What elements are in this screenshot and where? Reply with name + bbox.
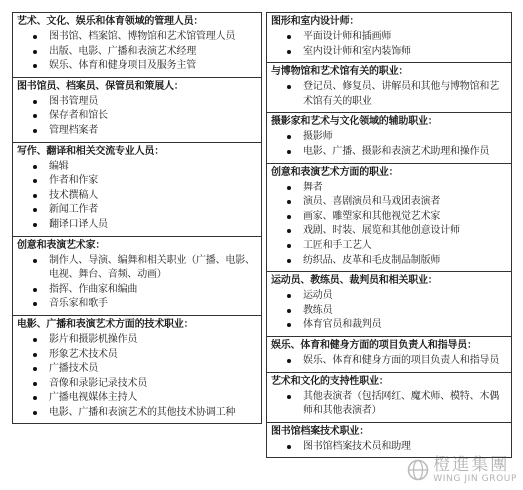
occupation-item [287, 304, 507, 319]
occupation-item [287, 45, 507, 60]
occupation-label: 音乐家和歌手 [49, 298, 108, 310]
category-box [266, 112, 512, 163]
occupation-item [33, 124, 257, 139]
occupation-label: 技术撰稿人 [49, 189, 98, 201]
occupation-item [33, 377, 257, 392]
occupation-label: 摄影师 [303, 131, 333, 143]
occupation-label: 娱乐、体育和健身项目及服务主管 [49, 60, 196, 72]
occupation-list [271, 130, 507, 159]
watermark-en: WING JIN GROUP [433, 474, 517, 484]
occupation-label: 体育官员和裁判员 [303, 319, 382, 331]
category-title: 写作、翻译和相关交流专业人员： [17, 145, 164, 157]
category-title: 摄影家和艺术与文化领域的辅助职业： [271, 116, 438, 128]
category-box [266, 372, 512, 423]
watermark [407, 456, 517, 484]
bullet-icon [287, 323, 291, 327]
occupation-label: 演员、喜剧演员和马戏团表演者 [303, 196, 441, 208]
occupation-item [287, 210, 507, 225]
occupation-item [287, 224, 507, 239]
occupation-item [33, 95, 257, 110]
occupation-item [33, 59, 257, 74]
occupation-list [271, 30, 507, 59]
bullet-icon [287, 200, 291, 204]
occupation-item [287, 254, 507, 269]
occupation-item [33, 254, 257, 283]
occupation-item [287, 130, 507, 145]
occupation-label: 音像和录影记录技术员 [49, 377, 147, 389]
occupation-label: 管理档案者 [49, 124, 98, 136]
bullet-icon [33, 50, 37, 54]
occupation-label: 形象艺术技术员 [49, 348, 118, 360]
occupation-item [287, 145, 507, 160]
occupation-item [33, 362, 257, 377]
occupation-label: 其他表演者（包括网红、魔术师、模特、木偶师和其他表演者） [303, 390, 499, 417]
occupation-item [33, 203, 257, 218]
occupation-label: 图书馆档案技术员和助理 [303, 440, 411, 452]
occupation-item [33, 297, 257, 312]
occupation-item [33, 348, 257, 363]
category-box [266, 271, 512, 337]
occupation-list [17, 160, 257, 233]
occupation-item [287, 195, 507, 210]
occupation-list [17, 254, 257, 312]
category-box [266, 12, 512, 63]
occupation-list [17, 333, 257, 421]
category-box [12, 77, 262, 143]
occupation-label: 纺织品、皮革和毛皮制品制版师 [303, 254, 441, 266]
occupation-label: 指挥、作曲家和编曲 [49, 283, 138, 295]
occupation-item [287, 30, 507, 45]
occupation-list [17, 95, 257, 139]
bullet-icon [287, 186, 291, 190]
occupation-item [33, 189, 257, 204]
category-title: 与博物馆和艺术馆有关的职业： [271, 66, 409, 78]
occupation-label: 翻译口译人员 [49, 218, 108, 230]
occupation-label: 出版、电影、广播和表演艺术经理 [49, 45, 196, 57]
occupation-item [287, 289, 507, 304]
bullet-icon [33, 382, 37, 386]
occupation-label: 电影、广播、摄影和表演艺术助理和操作员 [303, 145, 490, 157]
bullet-icon [287, 50, 291, 54]
category-box [266, 336, 512, 373]
occupation-item [33, 283, 257, 298]
occupation-list [17, 30, 257, 74]
category-title: 电影、广播和表演艺术方面的技术职业： [17, 318, 194, 330]
bullet-icon [33, 64, 37, 68]
bullet-icon [33, 338, 37, 342]
category-box [266, 163, 512, 273]
occupation-item [33, 30, 257, 45]
bullet-icon [287, 294, 291, 298]
occupation-item [33, 174, 257, 189]
category-box [12, 12, 262, 78]
bullet-icon [287, 309, 291, 313]
occupation-item [33, 45, 257, 60]
category-title: 图书馆档案技术职业： [271, 425, 369, 437]
bullet-icon [33, 35, 37, 39]
occupation-label: 制作人、导演、编舞和相关职业（广播、电影、电视、舞台、音频、动画） [49, 254, 255, 281]
occupation-label: 广播技术员 [49, 363, 98, 375]
category-box [12, 315, 262, 425]
bullet-icon [33, 396, 37, 400]
occupation-label: 广播电视媒体主持人 [49, 392, 138, 404]
right-column [266, 12, 512, 457]
bullet-icon [287, 150, 291, 154]
occupation-item [287, 390, 507, 419]
occupation-item [287, 354, 507, 369]
occupation-label: 编辑 [49, 160, 69, 172]
occupation-item [287, 440, 507, 455]
category-title: 图形和室内设计师： [271, 16, 360, 27]
bullet-icon [287, 135, 291, 139]
bullet-icon [33, 259, 37, 263]
occupation-item [33, 391, 257, 406]
occupation-label: 画家、雕塑家和其他视觉艺术家 [303, 210, 441, 222]
bullet-icon [33, 411, 37, 415]
category-title: 娱乐、体育和健身方面的项目负责人和指导员： [271, 339, 477, 351]
occupation-label: 室内设计师和室内装饰师 [303, 45, 411, 57]
bullet-icon [287, 359, 291, 363]
bullet-icon [33, 194, 37, 198]
occupation-list [271, 80, 507, 109]
occupation-label: 平面设计师和插画师 [303, 31, 392, 42]
occupation-list [271, 390, 507, 419]
bullet-icon [33, 100, 37, 104]
bullet-icon [33, 114, 37, 118]
occupation-label: 图书管理员 [49, 95, 98, 107]
category-box [266, 422, 512, 459]
category-title: 图书馆员、档案员、保管员和策展人： [17, 80, 184, 92]
occupation-label: 新闻工作者 [49, 204, 98, 216]
occupation-label: 保存者和馆长 [49, 110, 108, 122]
bullet-icon [33, 129, 37, 133]
occupation-label: 教练员 [303, 304, 333, 316]
watermark-text [433, 456, 517, 484]
category-box [12, 236, 262, 316]
occupation-label: 电影、广播和表演艺术的其他技术协调工种 [49, 406, 236, 418]
globe-logo-icon [407, 459, 429, 481]
occupation-list [271, 289, 507, 333]
occupation-item [287, 181, 507, 196]
bullet-icon [33, 353, 37, 357]
category-title: 创意和表演艺术家： [17, 239, 106, 251]
occupation-item [33, 406, 257, 421]
bullet-icon [287, 445, 291, 449]
bullet-icon [33, 302, 37, 306]
occupation-list [271, 354, 507, 369]
occupation-label: 娱乐、体育和健身方面的项目负责人和指导员 [303, 354, 499, 366]
occupation-label: 图书馆、档案馆、博物馆和艺术馆管理人员 [49, 31, 236, 42]
occupation-label: 舞者 [303, 181, 323, 193]
watermark-cn: 橙進集團 [433, 455, 510, 475]
occupation-item [287, 239, 507, 254]
bullet-icon [287, 259, 291, 263]
category-title: 运动员、教练员、裁判员和相关职业： [271, 275, 438, 287]
bullet-icon [287, 244, 291, 248]
bullet-icon [33, 179, 37, 183]
occupation-label: 戏剧、时装、展览和其他创意设计师 [303, 225, 460, 237]
occupation-label: 作者和作家 [49, 175, 98, 187]
category-box [12, 142, 262, 237]
occupation-label: 登记员、修复员、讲解员和其他与博物馆和艺术馆有关的职业 [303, 81, 499, 107]
category-title: 艺术和文化的支持性职业： [271, 375, 389, 387]
occupation-label: 影片和摄影机操作员 [49, 333, 138, 345]
occupation-item [33, 333, 257, 348]
occupation-list [271, 440, 507, 455]
bullet-icon [287, 215, 291, 219]
occupation-item [287, 80, 507, 109]
bullet-icon [287, 85, 291, 89]
bullet-icon [33, 208, 37, 212]
occupation-label: 工匠和手工艺人 [303, 239, 372, 251]
bullet-icon [33, 288, 37, 292]
bullet-icon [287, 395, 291, 399]
occupation-item [33, 160, 257, 175]
bullet-icon [33, 165, 37, 169]
left-column [12, 12, 262, 423]
occupation-label: 运动员 [303, 290, 333, 302]
category-box [266, 62, 512, 113]
occupation-item [33, 109, 257, 124]
category-title: 创意和表演艺术方面的职业： [271, 166, 399, 178]
bullet-icon [33, 223, 37, 227]
occupation-item [287, 318, 507, 333]
bullet-icon [33, 367, 37, 371]
occupation-item [33, 218, 257, 233]
bullet-icon [287, 229, 291, 233]
bullet-icon [287, 35, 291, 39]
category-title: 艺术、文化、娱乐和体育领域的管理人员： [17, 16, 204, 27]
occupation-list [271, 181, 507, 269]
